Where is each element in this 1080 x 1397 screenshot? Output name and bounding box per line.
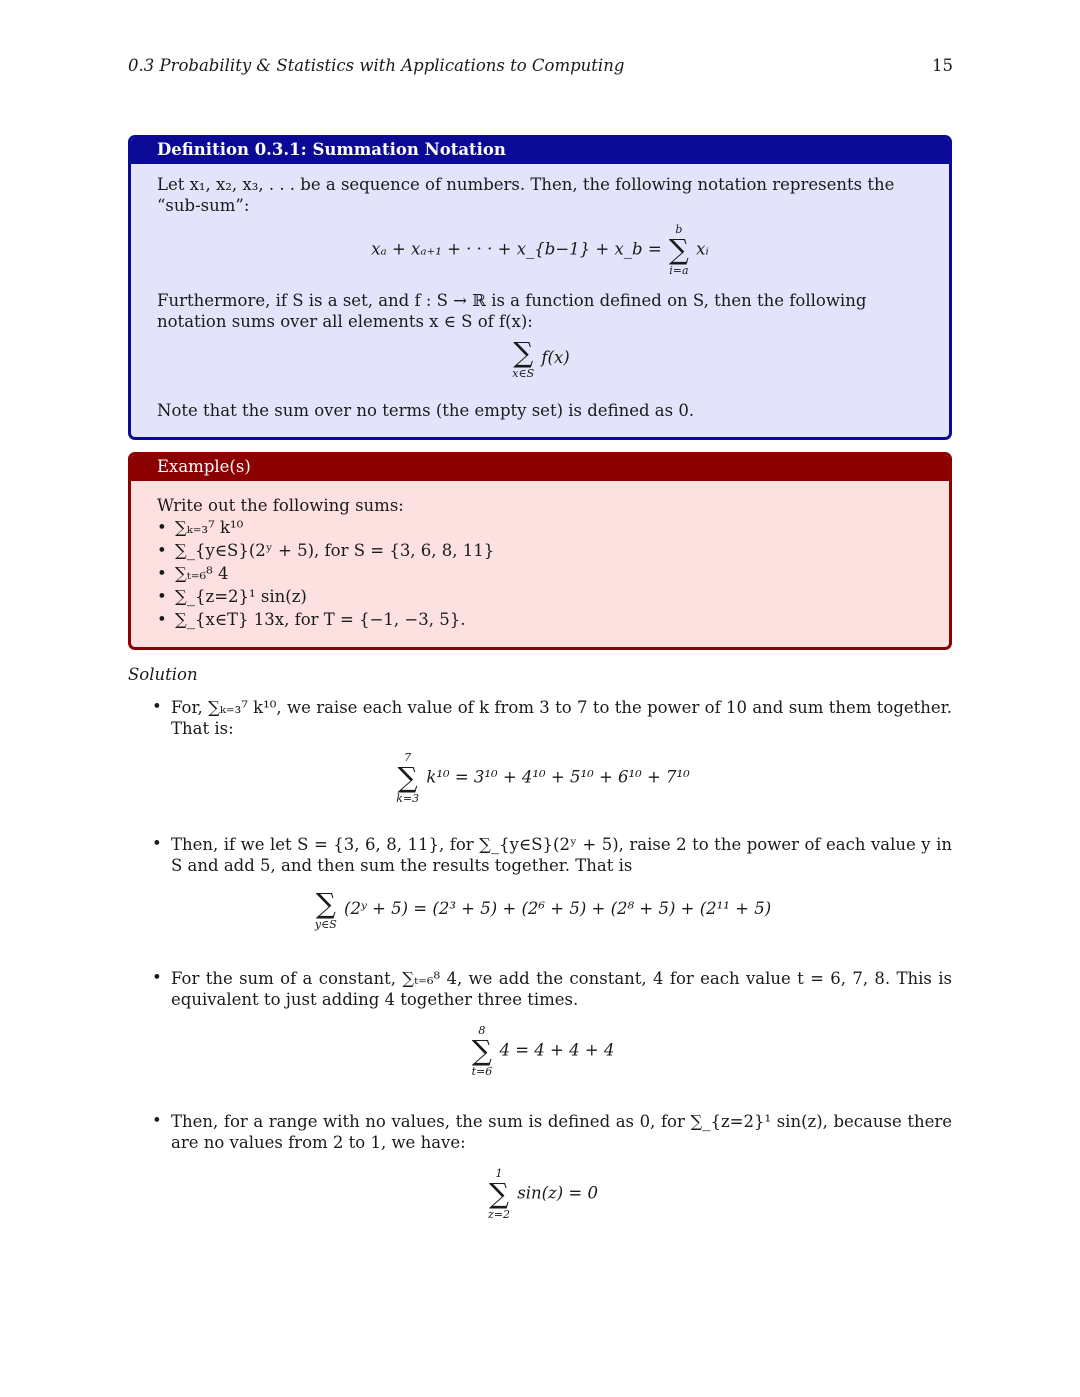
solution-item-3: • For the sum of a constant, ∑ₜ₌₆⁸ 4, we add the constant, 4 for each value t = 6, 7, 8. This is equivalent to just adding 4 together three times. 8 ∑ t=6 4 = 4 + 4 + 4 [152, 968, 952, 1078]
sigma-symbol: 7 ∑ k=3 [396, 751, 420, 805]
sigma-symbol: 8 ∑ t=6 [471, 1024, 493, 1078]
solution-item-4: • Then, for a range with no values, the sum is defined as 0, for ∑_{z=2}¹ sin(z), because there are no values from 2 to 1, we have: 1 ∑ z=2 sin(z) = 0 [152, 1111, 952, 1221]
sigma-symbol: ∑ x∈S [512, 336, 535, 380]
list-item: • ∑ₜ₌₆⁸ 4 [157, 562, 923, 585]
example-box [128, 452, 952, 650]
solution-title: Solution [128, 665, 198, 684]
solution-equation: 8 ∑ t=6 4 = 4 + 4 + 4 [471, 1024, 615, 1078]
solution-item-1: • For, ∑ₖ₌₃⁷ k¹⁰, we raise each value of k from 3 to 7 to the power of 10 and sum them together. That is: 7 ∑ k=3 k¹⁰ = 3¹⁰ + 4¹⁰ + 5¹⁰ + 6¹⁰ + 7¹⁰ [152, 697, 952, 805]
running-header [128, 56, 953, 78]
solution-equation: ∑ y∈S (2ʸ + 5) = (2³ + 5) + (2⁶ + 5) + (2⁸ + 5) + (2¹¹ + 5) [314, 887, 772, 931]
equation-setsum-term: f(x) [541, 348, 570, 367]
example-title: Example(s) [131, 455, 949, 481]
sigma-symbol: 1 ∑ z=2 [487, 1167, 510, 1221]
header-title: 0.3 Probability & Statistics with Applications to Computing [128, 56, 625, 75]
list-item: • ∑ₖ₌₃⁷ k¹⁰ [157, 516, 923, 539]
solution-text: For, ∑ₖ₌₃⁷ k¹⁰, we raise each value of k from 3 to 7 to the power of 10 and sum them together. That is: [171, 698, 952, 738]
solution-text: For the sum of a constant, ∑ₜ₌₆⁸ 4, we add the constant, 4 for each value t = 6, 7, 8. This is equivalent to just adding 4 together three times. [171, 969, 952, 1009]
equation-setsum [157, 338, 923, 388]
definition-box [128, 135, 952, 440]
definition-intro: Let x₁, x₂, x₃, . . . be a sequence of numbers. Then, the following notation represents the “sub-sum”: [157, 175, 895, 215]
solution-text: Then, for a range with no values, the sum is defined as 0, for ∑_{z=2}¹ sin(z), because there are no values from 2 to 1, we have: [171, 1112, 952, 1152]
page-number: 15 [932, 56, 953, 75]
solution-equation: 1 ∑ z=2 sin(z) = 0 [487, 1167, 599, 1221]
equation-subsum-term: xᵢ [696, 239, 709, 259]
example-intro: Write out the following sums: [157, 496, 404, 515]
sigma-symbol: b ∑ i=a [668, 223, 689, 277]
list-item: • ∑_{x∈T} 13x, for T = {−1, −3, 5}. [157, 608, 923, 631]
equation-subsum-lhs: xₐ + xₐ₊₁ + · · · + x_{b−1} + x_b = [371, 239, 662, 259]
list-item: • ∑_{y∈S}(2ʸ + 5), for S = {3, 6, 8, 11} [157, 539, 923, 562]
definition-note: Note that the sum over no terms (the empty set) is defined as 0. [157, 401, 695, 420]
sigma-symbol: ∑ y∈S [314, 887, 337, 931]
definition-furthermore: Furthermore, if S is a set, and f : S → ℝ is a function defined on S, then the following notation sums over all elements x ∈ S of f(x): [157, 291, 867, 331]
solution-text: Then, if we let S = {3, 6, 8, 11}, for ∑_{y∈S}(2ʸ + 5), raise 2 to the power of each value y in S and add 5, and then sum the results together. That is [171, 835, 952, 875]
example-list [157, 516, 923, 631]
definition-title: Definition 0.3.1: Summation Notation [131, 138, 949, 164]
list-item: • ∑_{z=2}¹ sin(z) [157, 585, 923, 608]
equation-subsum [157, 224, 923, 280]
solution-equation: 7 ∑ k=3 k¹⁰ = 3¹⁰ + 4¹⁰ + 5¹⁰ + 6¹⁰ + 7¹⁰ [396, 751, 690, 805]
solution-item-2: • Then, if we let S = {3, 6, 8, 11}, for ∑_{y∈S}(2ʸ + 5), raise 2 to the power of each value y in S and add 5, and then sum the results together. That is ∑ y∈S (2ʸ + 5) = (2³ + 5) + (2⁶ + 5) + (2⁸ + 5) + (2¹¹ + 5) [152, 834, 952, 931]
